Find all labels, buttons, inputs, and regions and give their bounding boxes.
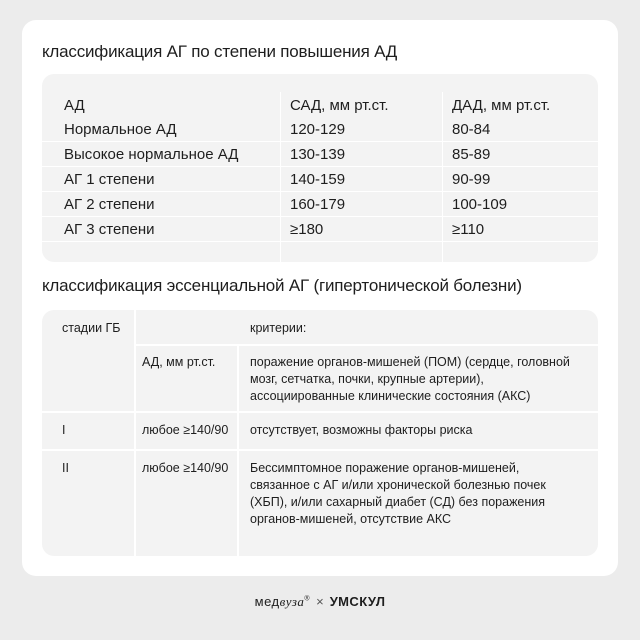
sbp-value: 120-129 — [290, 121, 346, 138]
content-card — [22, 20, 618, 576]
target-organ-subheader: поражение органов-мишеней (ПОМ) (сердце, головной мозг, сетчатка, почки, крупные артерии), ассоциированные клинические состояния (АКС) — [250, 355, 570, 403]
sbp-value: 140-159 — [290, 171, 346, 188]
table-row — [42, 118, 598, 142]
row-divider — [42, 411, 598, 413]
umskul-logo: УМСКУЛ — [329, 594, 386, 609]
row-label: Высокое нормальное АД — [64, 146, 239, 163]
row-label: АГ 1 степени — [64, 171, 155, 188]
section-title-stages: классификация эссенциальной АГ (гипертонической болезни) — [42, 276, 522, 295]
dbp-value: 100-109 — [452, 196, 508, 213]
bp-value: любое ≥140/90 — [142, 461, 229, 475]
header-dbp: ДАД, мм рт.ст. — [452, 97, 551, 114]
collab-separator: × — [316, 594, 324, 609]
bp-value: любое ≥140/90 — [142, 423, 229, 437]
header-bp: АД — [64, 97, 85, 114]
header-sbp: САД, мм рт.ст. — [290, 97, 389, 114]
table-header-row — [42, 94, 598, 118]
criteria-text: Бессимптомное поражение органов-мишеней, связанное с АГ и/или хронической болезнью почек (ХБП), и/или сахарный диабет (СД) без поражения органов-мишеней, отсутствие АКС — [250, 461, 546, 526]
dbp-value: 90-99 — [452, 171, 491, 188]
bp-subheader: АД, мм рт.ст. — [142, 355, 216, 369]
sbp-value: 130-139 — [290, 146, 346, 163]
table-row — [42, 218, 598, 242]
stage-label: II — [62, 461, 69, 475]
column-divider — [134, 310, 136, 556]
stage-header: стадии ГБ — [62, 321, 121, 335]
row-label: Нормальное АД — [64, 121, 177, 138]
bp-classification-table — [42, 74, 598, 262]
hypertension-stages-table — [42, 310, 598, 556]
dbp-value: 80-84 — [452, 121, 491, 138]
table-row — [42, 143, 598, 167]
sbp-value: 160-179 — [290, 196, 346, 213]
criteria-header: критерии: — [250, 321, 307, 335]
row-divider — [42, 449, 598, 451]
table-row — [42, 168, 598, 192]
row-label: АГ 2 степени — [64, 196, 155, 213]
table-row — [42, 193, 598, 217]
stage-label: I — [62, 423, 66, 437]
row-divider — [134, 344, 598, 346]
row-label: АГ 3 степени — [64, 221, 155, 238]
section-title-bp-classification: классификация АГ по степени повышения АД — [42, 42, 398, 61]
sbp-value: ≥180 — [290, 221, 324, 238]
dbp-value: 85-89 — [452, 146, 491, 163]
dbp-value: ≥110 — [452, 221, 485, 238]
criteria-text: отсутствует, возможны факторы риска — [250, 423, 473, 437]
footer-branding — [0, 594, 640, 610]
medvuza-logo: медвуза® — [254, 594, 311, 609]
